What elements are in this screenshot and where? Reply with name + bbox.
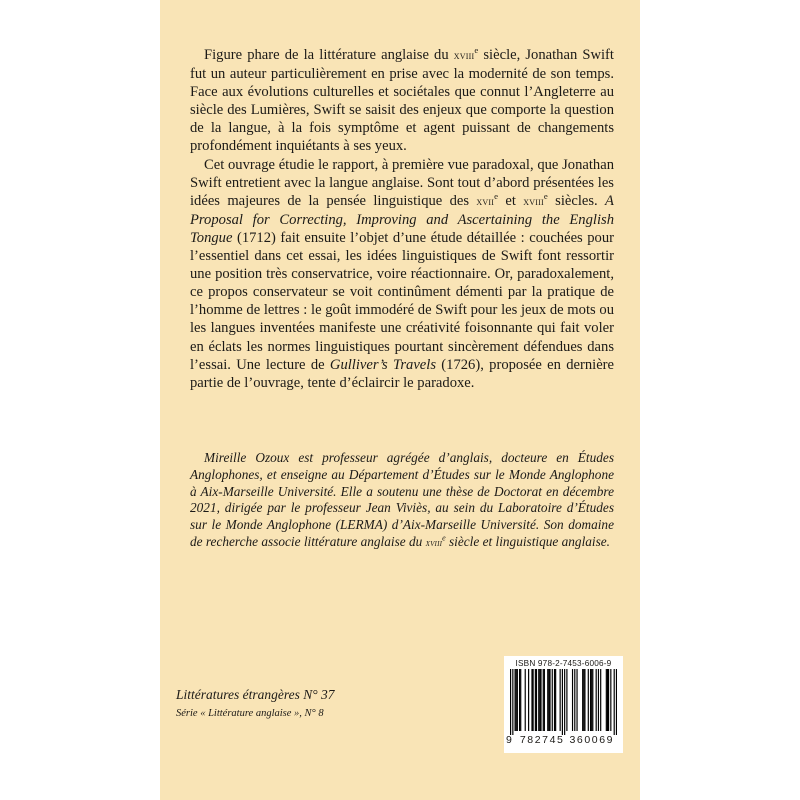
barcode-bar xyxy=(562,669,563,735)
barcode-bar xyxy=(516,669,517,731)
barcode-bar xyxy=(552,669,553,731)
blurb-text xyxy=(190,46,614,392)
barcode-bar xyxy=(535,669,536,731)
series-info xyxy=(176,686,436,721)
barcode-bar xyxy=(574,669,575,731)
series-name: Littérature anglaise xyxy=(205,708,295,719)
text-span: », N° 8 xyxy=(294,708,324,719)
barcode-bar xyxy=(616,669,617,735)
barcode-bar xyxy=(515,669,516,731)
text-span: et xyxy=(498,192,524,209)
barcode-bar xyxy=(533,669,534,731)
barcode-bar xyxy=(517,669,518,731)
barcode-bar xyxy=(564,669,565,735)
book-title-gullivers-travels: Gulliver’s Travels xyxy=(329,356,437,373)
barcode-bar xyxy=(544,669,545,731)
century-numeral: xviii xyxy=(453,50,475,62)
barcode-bar xyxy=(512,669,513,735)
barcode-bar xyxy=(566,669,567,731)
barcode-bar xyxy=(538,669,539,731)
text-span: Figure phare de la littérature anglaise du xyxy=(204,47,454,63)
author-bio-paragraph xyxy=(190,450,614,553)
barcode-bar xyxy=(591,669,592,731)
century-numeral: xvii xyxy=(476,195,495,208)
superscript: e xyxy=(474,44,479,55)
century-numeral: xviii xyxy=(523,195,544,208)
barcode-bar xyxy=(582,669,583,731)
barcode-bar xyxy=(588,669,589,731)
text-span: Série « xyxy=(176,708,206,719)
text-span: siècle, Jonathan Swift fut un auteur particulièrement en prise avec la modernité de son temps. Face aux évolutions culturelles et sociétales que connut l’Angleterre au siècle des Lumières, Swift se saisit des enjeux que comporte la question de la langue, à la fois symptôme et agent puissant de changements profondément inquiétants à ses yeux. xyxy=(190,47,614,155)
text-span: (1726), proposée en dernière partie de l’ouvrage, tente d’éclaircir le paradoxe. xyxy=(190,356,615,391)
barcode-icon xyxy=(510,669,617,735)
isbn-label: ISBN 978-2-7453-6006-9 xyxy=(515,659,612,668)
barcode-bar xyxy=(610,669,611,731)
barcode-bar xyxy=(608,669,609,731)
barcode-bar xyxy=(592,669,593,731)
barcode-bar xyxy=(555,669,556,731)
blurb-paragraph-2 xyxy=(190,156,614,392)
barcode-bar xyxy=(606,669,607,731)
barcode-bar xyxy=(510,669,511,735)
barcode-bar xyxy=(614,669,615,735)
barcode-bar xyxy=(549,669,550,731)
barcode-bar xyxy=(520,669,521,731)
barcode-bar xyxy=(543,669,544,731)
text-span: Cet ouvrage étudie le rapport, à première vue paradoxal, que Jonathan Swift entretient avec la langue anglaise. Sont tout d’abord présentées les idées majeures de la pensée linguistique des xyxy=(190,156,614,209)
isbn-digits xyxy=(506,734,623,746)
superscript: e xyxy=(442,533,446,543)
barcode-bar xyxy=(600,669,601,731)
barcode-bar xyxy=(572,669,573,731)
barcode-bar xyxy=(598,669,599,731)
barcode-bar xyxy=(548,669,549,731)
barcode-bar xyxy=(528,669,529,731)
superscript: e xyxy=(543,190,548,201)
text-span: siècles. xyxy=(547,192,606,209)
barcode-bar xyxy=(547,669,548,731)
author-bio xyxy=(190,450,614,553)
text-span: (1712) fait ensuite l’objet d’une étude détaillée : couchées pour l’essentiel dans cet essai, les idées linguistiques de Swift font ressortir une position très conservatrice, voire réactionnaire. Or, paradoxalement, ce propos conservateur se voit continûment démenti par la pratique de l’homme de lettres : le goût immodéré de Swift pour les jeux de mots ou les langues inventées manifeste une créativité foisonnante qui fait voler en éclats les normes linguistiques pourtant sincèrement défendues dans l’essai. Une lecture de xyxy=(190,229,614,373)
barcode-bar xyxy=(519,669,520,731)
isbn-digit-group-2: 360069 xyxy=(569,734,615,746)
barcode-bar xyxy=(596,669,597,731)
book-title-proposal: A Proposal for Correcting, Improving and Ascertaining the English Tongue xyxy=(190,192,614,246)
isbn-digit-group-1: 782745 xyxy=(519,734,565,746)
barcode-bar xyxy=(583,669,584,731)
barcode-bar xyxy=(584,669,585,731)
barcode-bar xyxy=(531,669,532,731)
century-numeral: xviii xyxy=(425,537,443,549)
blurb-paragraph-1 xyxy=(190,46,614,156)
barcode-bar xyxy=(540,669,541,731)
text-span: siècle et linguistique anglaise. xyxy=(445,533,611,549)
barcode-bar xyxy=(539,669,540,731)
series-title: Littératures étrangères N° 37 xyxy=(176,687,335,702)
barcode-bar xyxy=(536,669,537,731)
superscript: e xyxy=(494,190,499,201)
isbn-first-digit: 9 xyxy=(506,734,512,746)
book-back-cover xyxy=(160,0,640,800)
barcode-bar xyxy=(525,669,526,731)
barcode-bar xyxy=(560,669,561,731)
isbn-barcode-box xyxy=(504,656,623,753)
text-span: Mireille Ozoux est professeur agrégée d’anglais, docteure en Études Anglophones, et enseigne au Département d’Études sur le Monde Anglophone à Aix-Marseille Université. Elle a soutenu une thèse de Doctorat en décembre 2021, dirigée par le professeur Jean Viviès, au sein du Laboratoire d’Études sur le Monde Anglophone (LERMA) d’Aix-Marseille Université. Son domaine de recherche associe littérature anglaise du xyxy=(190,450,614,549)
barcode-bar xyxy=(590,669,591,731)
barcode-bar xyxy=(607,669,608,731)
series-subtitle xyxy=(176,707,436,721)
barcode-bar xyxy=(554,669,555,731)
barcode-bar xyxy=(576,669,577,731)
